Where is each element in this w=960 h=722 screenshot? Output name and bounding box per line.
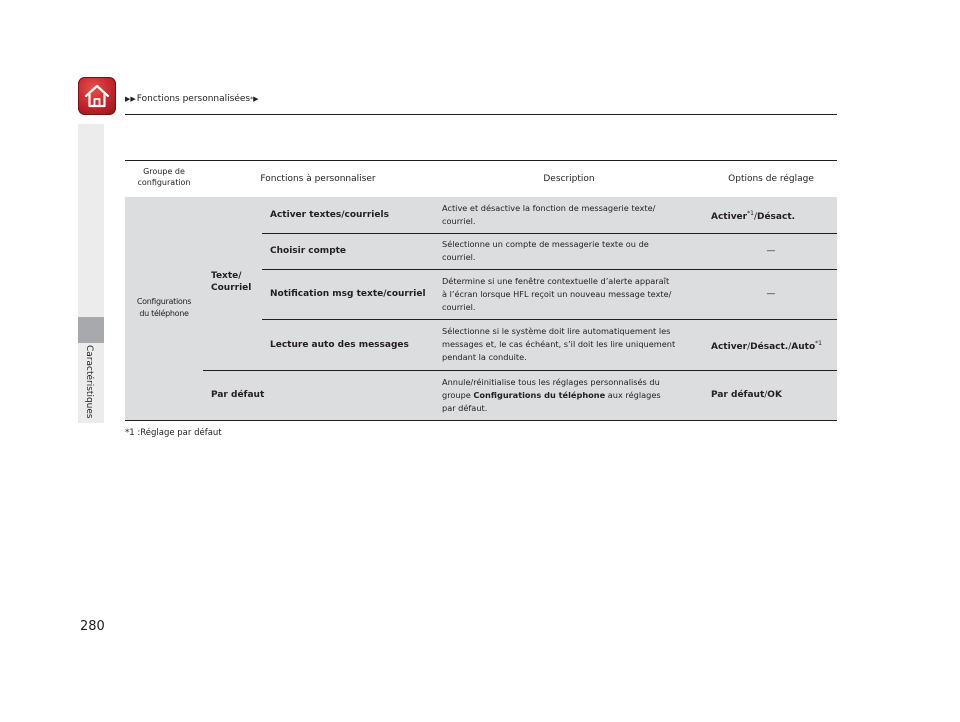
description-line: aux réglages (605, 390, 661, 400)
options-notification: — (766, 289, 776, 299)
description-line: Détermine si une fenêtre contextuelle d’alerte apparaît (442, 276, 670, 286)
option-value: Activer (711, 212, 748, 222)
column-header-group-line2: configuration (137, 178, 191, 187)
column-header-function: Fonctions à personnaliser (260, 174, 376, 184)
description-activer-textes (442, 202, 702, 228)
row-divider (262, 269, 837, 270)
options-lecture-auto (711, 340, 822, 352)
description-line: Sélectionne si le système doit lire automatiquement les (442, 326, 671, 336)
group-label (125, 296, 203, 320)
options-choisir-compte: — (766, 246, 776, 256)
column-header-group (125, 166, 203, 188)
description-notification (442, 275, 702, 314)
feature-activer-textes: Activer textes/courriels (270, 210, 389, 220)
breadcrumb-arrow-end-icon: ▶ (253, 95, 259, 103)
option-value: Désact. (750, 342, 789, 352)
description-par-defaut (442, 376, 702, 415)
group-label-line2: du téléphone (139, 309, 189, 318)
option-value: Désact. (756, 212, 796, 222)
page-number: 280 (80, 619, 105, 634)
subgroup-label-line1: Texte/ (211, 271, 242, 281)
breadcrumb[interactable] (125, 94, 260, 104)
default-mark: *1 (815, 340, 822, 347)
column-header-description: Description (543, 174, 595, 184)
option-separator: / (788, 342, 792, 352)
description-line: Active et désactive la fonction de messagerie texte/ (442, 203, 656, 213)
description-line: courriel. (442, 302, 476, 312)
option-value: OK (767, 390, 782, 400)
description-lecture-auto (442, 325, 702, 364)
description-line: Sélectionne un compte de messagerie texte ou de (442, 239, 649, 249)
sidebar-section-tab[interactable] (78, 317, 104, 343)
home-icon (83, 83, 111, 109)
option-value: Activer (711, 342, 748, 352)
row-divider (262, 319, 837, 320)
option-separator: / (753, 212, 757, 222)
footnote: *1 :Réglage par défaut (125, 428, 222, 438)
column-header-group-line1: Groupe de (143, 167, 185, 176)
row-divider (262, 233, 837, 234)
subgroup-label (211, 270, 251, 294)
breadcrumb-mark: * (250, 95, 254, 103)
breadcrumb-title[interactable]: Fonctions personnalisées (136, 94, 251, 104)
option-value: Auto (791, 342, 816, 352)
home-button[interactable] (78, 77, 116, 115)
description-line: courriel. (442, 216, 476, 226)
option-separator: / (764, 390, 768, 400)
feature-notification: Notification msg texte/courriel (270, 289, 426, 299)
breadcrumb-arrow-icon: ▶▶ (125, 95, 136, 103)
option-separator: / (747, 342, 751, 352)
description-line: groupe (442, 390, 474, 400)
options-par-defaut (711, 390, 782, 400)
description-line: par défaut. (442, 403, 488, 413)
column-header-options: Options de réglage (728, 174, 814, 184)
subgroup-label-line2: Courriel (211, 283, 252, 293)
description-emphasis: Configurations du téléphone (473, 390, 606, 400)
header-divider (125, 114, 837, 115)
row-divider (203, 370, 837, 371)
description-choisir-compte (442, 238, 702, 264)
feature-choisir-compte: Choisir compte (270, 246, 347, 256)
feature-lecture-auto: Lecture auto des messages (270, 340, 409, 350)
table-bottom-rule (125, 420, 837, 421)
option-value: Par défaut (711, 390, 765, 400)
group-label-line1: Configurations (136, 297, 192, 306)
table-top-rule (125, 160, 837, 161)
description-line: pendant la conduite. (442, 352, 527, 362)
description-line: Annule/réinitialise tous les réglages personnalisés du (442, 377, 660, 387)
options-activer-textes (711, 210, 795, 222)
description-line: courriel. (442, 252, 476, 262)
description-line: messages et, le cas échéant, s’il doit les lire uniquement (442, 339, 676, 349)
sidebar-strip-upper (78, 124, 104, 317)
feature-par-defaut: Par défaut (211, 390, 265, 400)
sidebar-section-label[interactable]: Caractéristiques (84, 345, 94, 419)
default-mark: *1 (747, 210, 754, 217)
description-line: à l’écran lorsque HFL reçoit un nouveau message texte/ (442, 289, 672, 299)
